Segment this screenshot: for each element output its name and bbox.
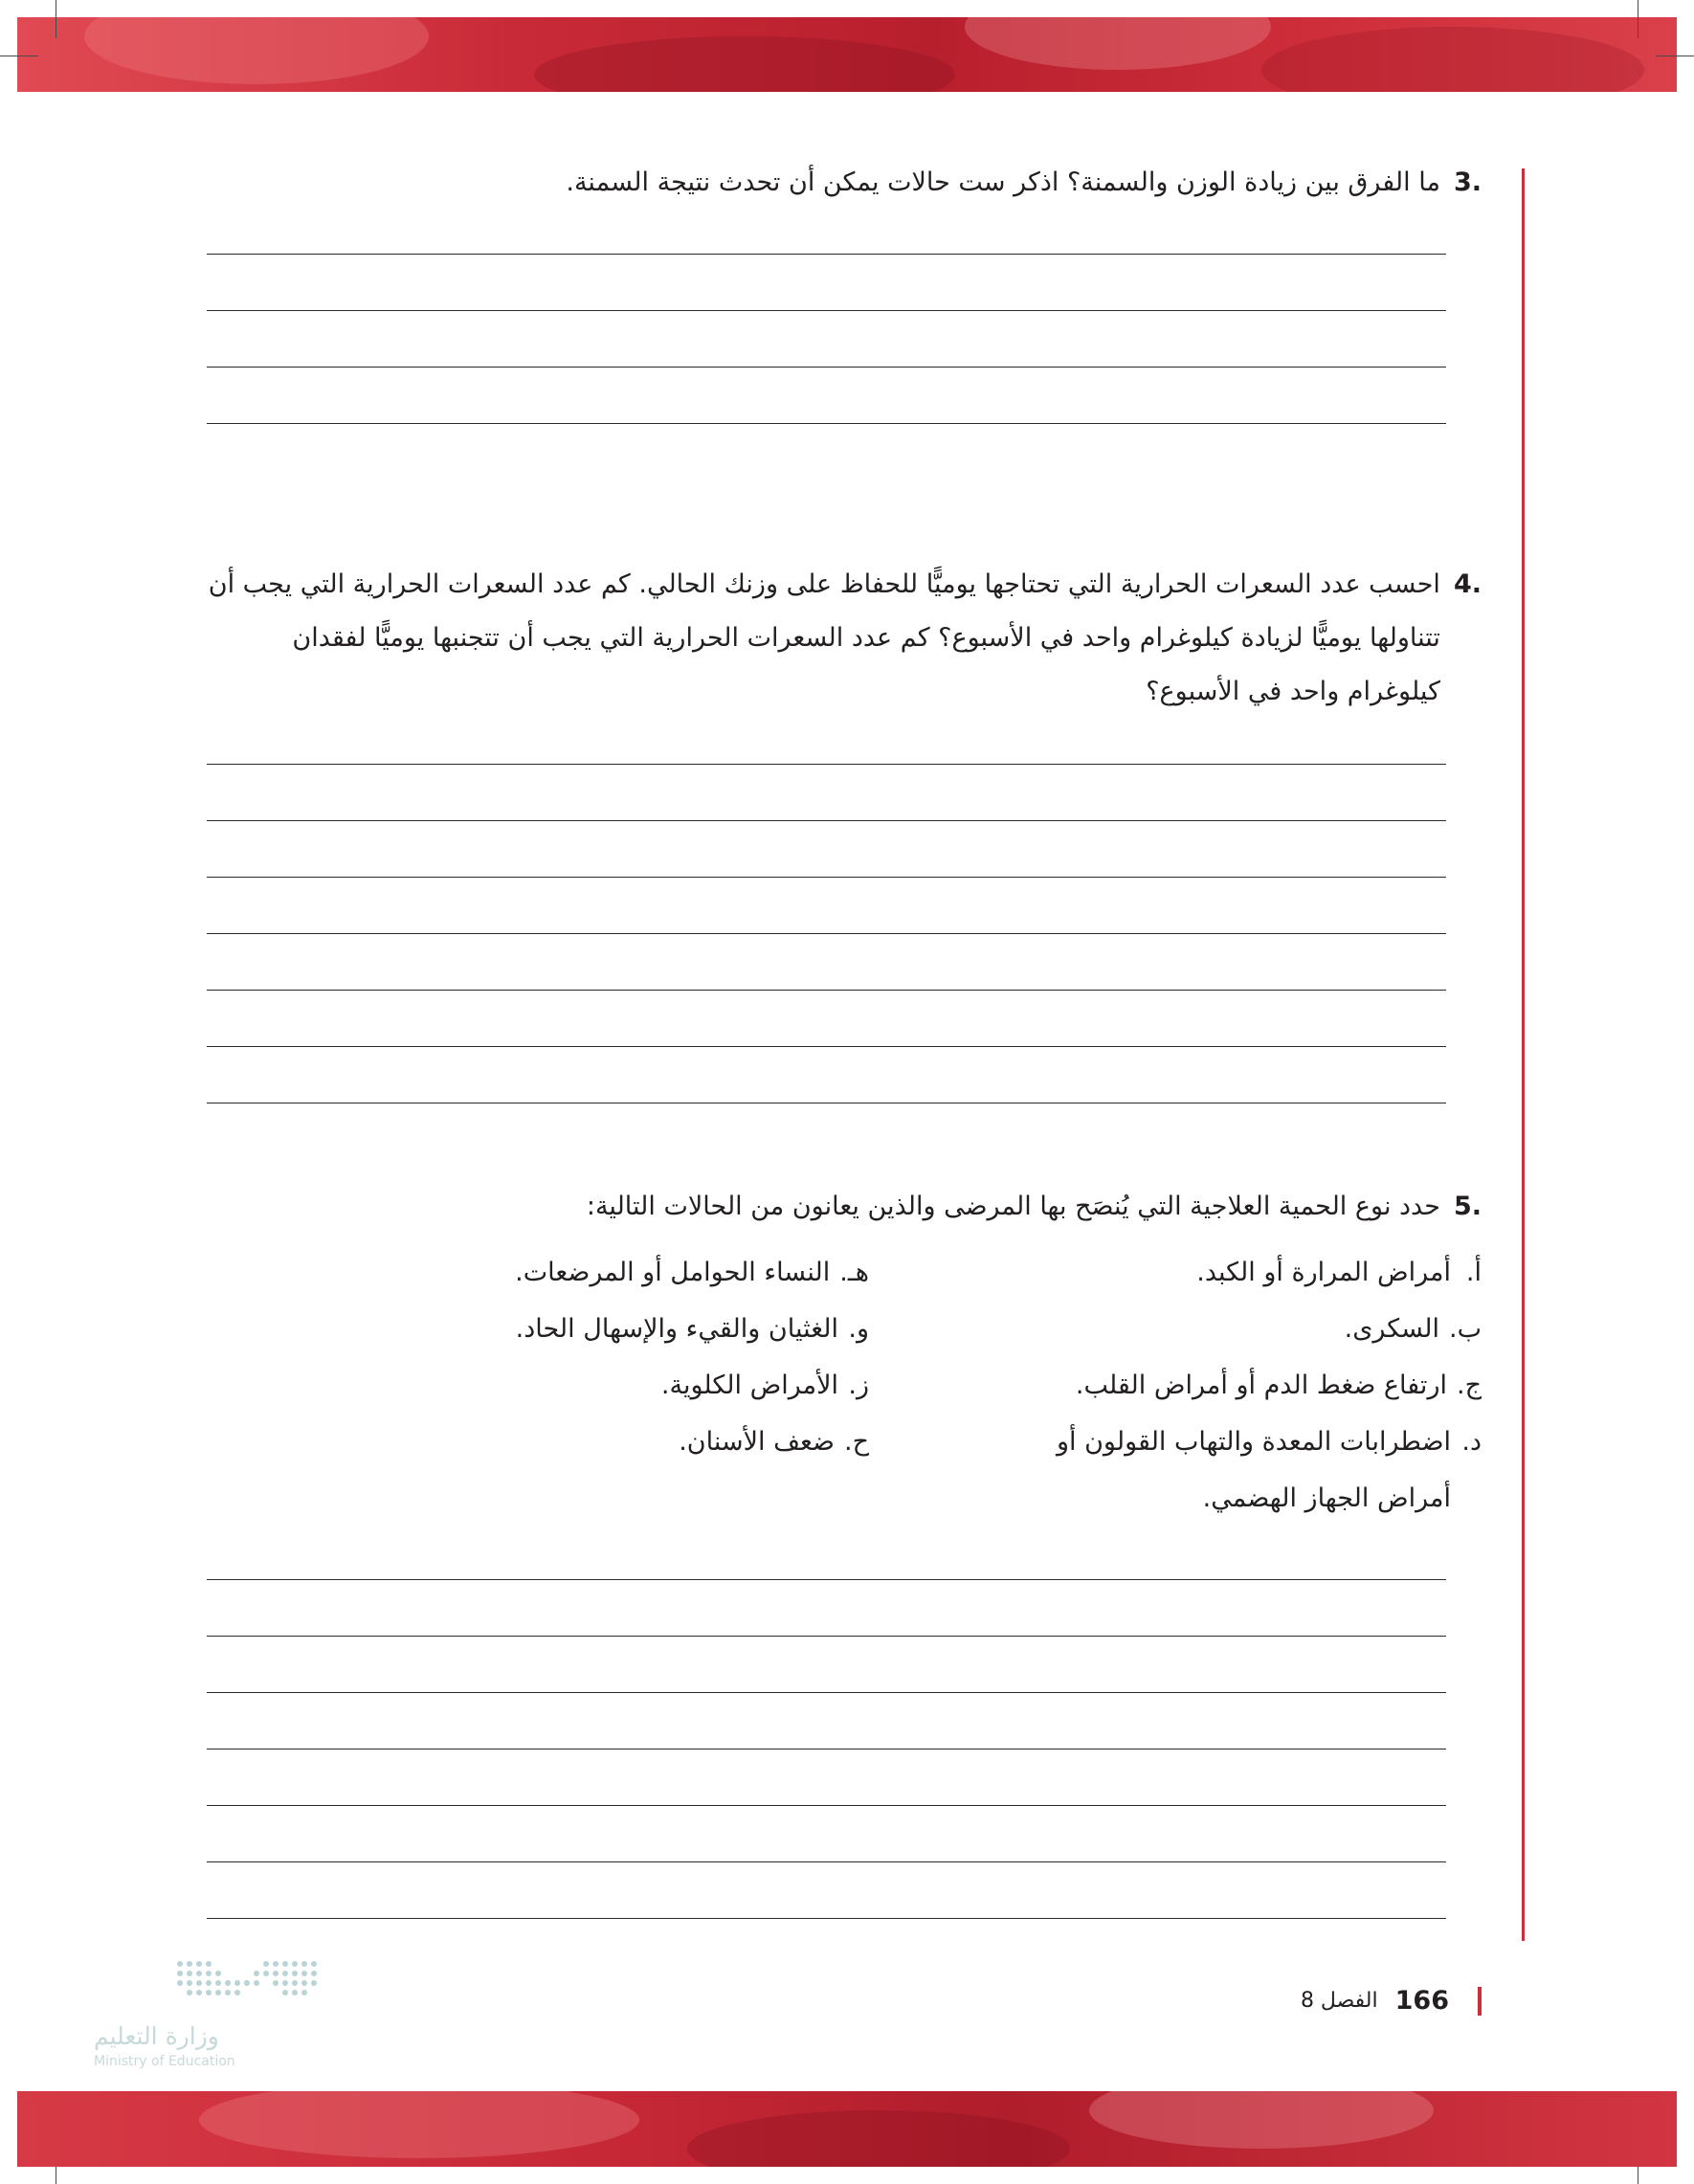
margin-rule (1522, 168, 1525, 1941)
footer-accent-bar (1478, 1987, 1482, 2016)
ministry-logo (94, 1952, 343, 2082)
question-text: حدد نوع الحمية العلاجية التي يُنصَح بها المرضى والذين يعانون من الحالات التالية: (586, 1192, 1440, 1221)
option-text: الغثيان والقيء والإسهال الحاد. (515, 1314, 838, 1344)
answer-line[interactable] (207, 198, 1446, 255)
answer-line[interactable] (207, 1806, 1446, 1862)
question-5-options (237, 1244, 1482, 1527)
answer-line[interactable] (207, 878, 1446, 934)
option-item (295, 1357, 869, 1414)
chapter-label: الفصل 8 (1300, 1989, 1378, 2013)
options-column-right (869, 1244, 1482, 1527)
page-footer (1301, 1986, 1482, 2016)
answer-line[interactable] (207, 991, 1446, 1047)
answer-line[interactable] (207, 708, 1446, 765)
option-letter: و. (848, 1314, 869, 1344)
question-4 (201, 558, 1482, 719)
answer-line[interactable] (207, 1749, 1446, 1806)
answer-line[interactable] (207, 1524, 1446, 1580)
option-letter: د. (1461, 1427, 1482, 1457)
question-text: ما الفرق بين زيادة الوزن والسمنة؟ اذكر ست حالات يمكن أن تحدث نتيجة السمنة. (566, 167, 1440, 197)
logo-arabic-text: وزارة التعليم (94, 2022, 219, 2050)
answer-line[interactable] (207, 765, 1446, 821)
answer-line[interactable] (207, 255, 1446, 311)
option-item (869, 1414, 1482, 1527)
answer-line[interactable] (207, 311, 1446, 368)
option-letter: ب. (1448, 1314, 1482, 1344)
option-text: ضعف الأسنان. (679, 1427, 835, 1457)
option-text: السكرى. (1344, 1314, 1439, 1344)
option-letter: هـ. (839, 1258, 869, 1287)
answer-line[interactable] (207, 1693, 1446, 1749)
answer-lines-5[interactable] (207, 1524, 1446, 1919)
option-letter: ج. (1456, 1371, 1482, 1400)
answer-line[interactable] (207, 368, 1446, 424)
answer-line[interactable] (207, 821, 1446, 878)
answer-line[interactable] (207, 1580, 1446, 1637)
option-item (869, 1244, 1482, 1301)
question-5 (201, 1180, 1482, 1234)
option-letter: ح. (843, 1427, 869, 1457)
option-item (295, 1244, 869, 1301)
option-letter: أ. (1465, 1258, 1482, 1287)
answer-line[interactable] (207, 1862, 1446, 1919)
options-column-left (295, 1244, 869, 1527)
option-text: اضطرابات المعدة والتهاب القولون أو أمراض الجهاز الهضمي. (1056, 1427, 1451, 1513)
answer-lines-3[interactable] (207, 198, 1446, 424)
answer-line[interactable] (207, 1047, 1446, 1103)
question-number: .4 (1453, 569, 1482, 599)
question-text: احسب عدد السعرات الحرارية التي تحتاجها يوميًّا للحفاظ على وزنك الحالي. كم عدد السعرات الحرارية التي يجب أن تتناولها يوميًّا لزيادة كيلوغرام واحد في الأسبوع؟ كم عدد السعرات الحرارية التي يجب أن تتجنبها يوميًّا لفقدان كيلوغرام واحد في الأسبوع؟ (208, 569, 1440, 706)
option-item (869, 1357, 1482, 1414)
option-text: ارتفاع ضغط الدم أو أمراض القلب. (1075, 1371, 1447, 1400)
answer-lines-4[interactable] (207, 708, 1446, 1103)
option-text: أمراض المرارة أو الكبد. (1196, 1258, 1451, 1287)
option-item (295, 1301, 869, 1357)
option-item (869, 1301, 1482, 1357)
option-text: النساء الحوامل أو المرضعات. (515, 1258, 831, 1287)
logo-dots-icon (94, 1952, 343, 2019)
question-number: .3 (1453, 167, 1482, 197)
bottom-banner (17, 2091, 1677, 2167)
answer-line[interactable] (207, 934, 1446, 991)
question-number: .5 (1453, 1192, 1482, 1221)
logo-english-text: Ministry of Education (94, 2054, 235, 2069)
option-item (295, 1414, 869, 1470)
option-letter: ز. (848, 1371, 869, 1400)
answer-line[interactable] (207, 1637, 1446, 1693)
option-text: الأمراض الكلوية. (660, 1371, 838, 1400)
page-number: 166 (1394, 1986, 1449, 2016)
top-banner (17, 17, 1677, 92)
